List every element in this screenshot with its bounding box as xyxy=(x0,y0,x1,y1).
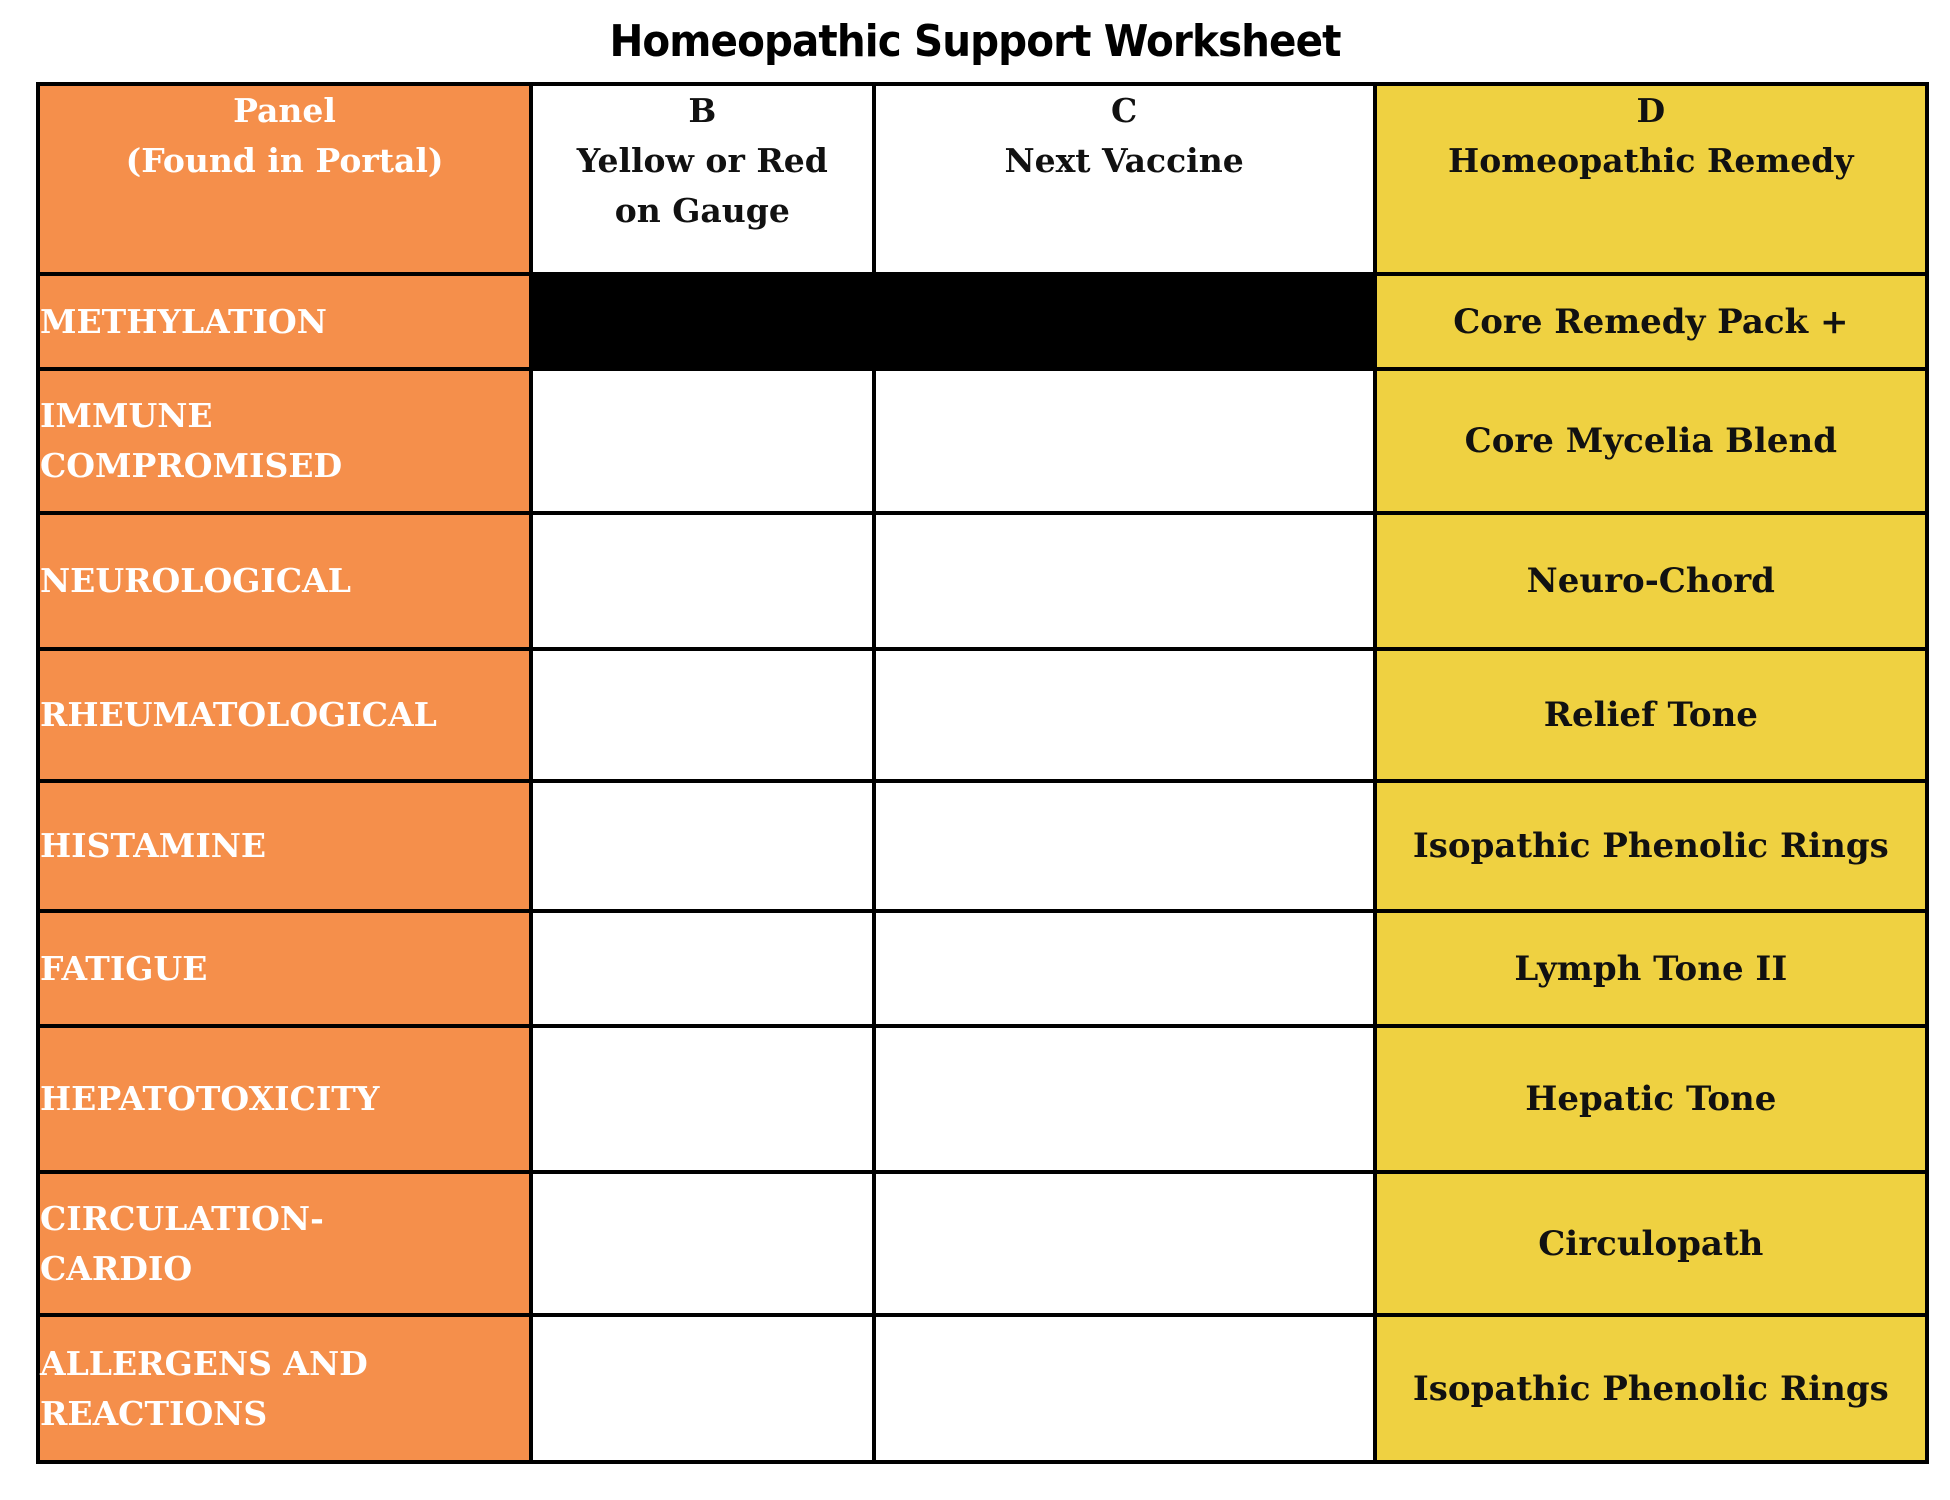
panel-label: COMPROMISED xyxy=(40,446,343,485)
panel-cell xyxy=(38,369,531,513)
gauge-input-cell[interactable] xyxy=(531,369,873,513)
table-row xyxy=(38,781,1927,911)
header-vaccine-line2: Next Vaccine xyxy=(1004,141,1244,180)
panel-cell xyxy=(38,274,531,369)
table-row xyxy=(38,513,1927,649)
header-remedy-line2: Homeopathic Remedy xyxy=(1448,141,1854,180)
vaccine-input-cell[interactable] xyxy=(874,781,1375,911)
gauge-input-cell[interactable] xyxy=(531,911,873,1026)
panel-label: REACTIONS xyxy=(40,1393,268,1433)
table-row xyxy=(38,1172,1927,1315)
remedy-cell: Isopathic Phenolic Rings xyxy=(1375,1315,1927,1462)
remedy-cell: Lymph Tone II xyxy=(1375,911,1927,1026)
panel-label: CARDIO xyxy=(40,1248,193,1288)
panel-label: METHYLATION xyxy=(40,301,327,341)
gauge-input-cell[interactable] xyxy=(531,513,873,649)
vaccine-input-cell[interactable] xyxy=(874,1315,1375,1462)
header-gauge-line1: B xyxy=(688,91,717,130)
header-remedy xyxy=(1375,84,1927,274)
table-row xyxy=(38,649,1927,781)
panel-label: FATIGUE xyxy=(40,948,208,988)
vaccine-input-cell[interactable] xyxy=(874,1026,1375,1172)
page-title: Homeopathic Support Worksheet xyxy=(609,16,1341,67)
vaccine-input-cell[interactable] xyxy=(874,513,1375,649)
table-row xyxy=(38,274,1927,369)
table-row xyxy=(38,1315,1927,1462)
worksheet-table xyxy=(36,82,1929,1464)
gauge-input-cell[interactable] xyxy=(531,1315,873,1462)
header-gauge-line2: Yellow or Red xyxy=(576,141,828,180)
vaccine-input-cell[interactable] xyxy=(874,911,1375,1026)
vaccine-input-cell[interactable] xyxy=(874,369,1375,513)
remedy-cell: Relief Tone xyxy=(1375,649,1927,781)
header-panel xyxy=(38,84,531,274)
panel-label: RHEUMATOLOGICAL xyxy=(40,695,437,734)
panel-label: NEUROLOGICAL xyxy=(40,561,351,600)
remedy-cell: Hepatic Tone xyxy=(1375,1026,1927,1172)
panel-label: CIRCULATION- xyxy=(40,1198,324,1238)
header-panel-line1: Panel xyxy=(233,91,336,130)
gauge-input-cell[interactable] xyxy=(531,1172,873,1315)
header-gauge xyxy=(531,84,873,274)
gauge-input-cell[interactable] xyxy=(531,649,873,781)
table-row xyxy=(38,369,1927,513)
table-row xyxy=(38,1026,1927,1172)
panel-cell xyxy=(38,781,531,911)
header-row xyxy=(38,84,1927,274)
panel-label: HEPATOTOXICITY xyxy=(40,1079,380,1118)
panel-label: HISTAMINE xyxy=(40,826,267,865)
remedy-cell: Circulopath xyxy=(1375,1172,1927,1315)
blocked-cell xyxy=(531,274,1375,369)
header-panel-line2: (Found in Portal) xyxy=(125,141,444,180)
remedy-cell: Neuro-Chord xyxy=(1375,513,1927,649)
header-remedy-line1: D xyxy=(1636,91,1666,130)
gauge-input-cell[interactable] xyxy=(531,781,873,911)
vaccine-input-cell[interactable] xyxy=(874,649,1375,781)
panel-cell xyxy=(38,513,531,649)
header-vaccine-line1: C xyxy=(1110,91,1138,130)
panel-cell xyxy=(38,649,531,781)
remedy-cell: Core Mycelia Blend xyxy=(1375,369,1927,513)
panel-cell xyxy=(38,1026,531,1172)
vaccine-input-cell[interactable] xyxy=(874,1172,1375,1315)
header-gauge-line3: on Gauge xyxy=(614,191,790,230)
panel-label: ALLERGENS AND xyxy=(40,1343,368,1383)
panel-label: IMMUNE xyxy=(40,396,213,435)
panel-cell xyxy=(38,911,531,1026)
gauge-input-cell[interactable] xyxy=(531,1026,873,1172)
panel-cell xyxy=(38,1172,531,1315)
panel-cell xyxy=(38,1315,531,1462)
remedy-cell: Isopathic Phenolic Rings xyxy=(1375,781,1927,911)
header-vaccine xyxy=(874,84,1375,274)
remedy-cell: Core Remedy Pack + xyxy=(1375,274,1927,369)
table-row xyxy=(38,911,1927,1026)
worksheet-body xyxy=(38,274,1927,1462)
